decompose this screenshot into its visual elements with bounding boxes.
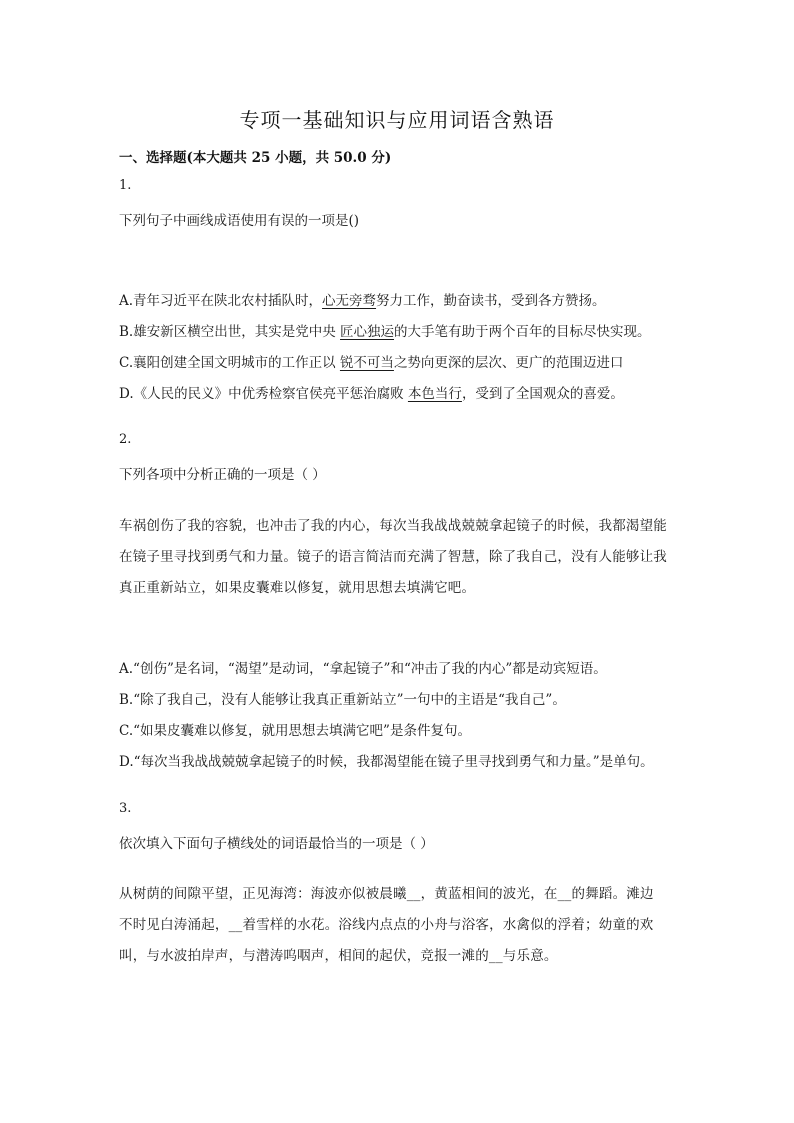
option-text: B.雄安新区横空出世，其实是党中央 (119, 324, 341, 340)
question-2-option-d: D.“每次当我战战兢兢拿起镜子的时候，我都渴望能在镜子里寻找到勇气和力量。”是单句。 (119, 754, 654, 770)
underlined-idiom: 锐不可当 (339, 355, 394, 371)
question-1-option-a (119, 289, 606, 309)
question-2-passage-line: 车祸创伤了我的容貌，也冲击了我的内心，每次当我战战兢兢拿起镜子的时候，我都渴望能 (119, 518, 667, 534)
question-1-option-b (119, 320, 651, 340)
question-1-option-d (119, 382, 624, 402)
option-text: ，受到了全国观众的喜爱。 (461, 386, 624, 402)
question-2-passage-line: 真正重新站立，如果皮囊难以修复，就用思想去填满它吧。 (119, 580, 476, 596)
option-text: 的大手笔有助于两个百年的目标尽快实现。 (394, 324, 651, 340)
question-3-number: 3. (119, 801, 132, 816)
option-text: 之势向更深的层次、更广的范围迈进口 (393, 355, 624, 371)
question-2-stem: 下列各项中分析正确的一项是（ ） (119, 467, 326, 483)
underlined-idiom: 匠心独运 (340, 324, 395, 340)
question-3-passage-line: 从树荫的间隙平望，正见海湾：海波亦似被晨曦__，黄蓝相间的波光，在__的舞蹈。滩边 (119, 886, 654, 902)
question-2-number: 2. (119, 432, 132, 447)
option-text: D.《人民的民义》中优秀检察官侯亮平惩治腐败 (119, 386, 408, 402)
question-2-option-a: A.“创伤”是名词，“渴望”是动词，“拿起镜子”和“冲击了我的内心”都是动宾短语。 (119, 661, 607, 677)
question-3-passage-line: 不时见白涛涌起，__着雪样的水花。浴线内点点的小舟与浴客，水禽似的浮着；幼童的欢 (119, 917, 654, 933)
underlined-idiom: 本色当行 (407, 386, 462, 402)
question-2-option-c: C.“如果皮囊难以修复，就用思想去填满它吧”是条件复句。 (119, 723, 471, 739)
question-3-passage-line: 叫，与水波拍岸声，与潜涛呜咽声，相间的起伏，竞报一滩的__与乐意。 (119, 948, 558, 964)
option-text: C.襄阳创建全国文明城市的工作正以 (119, 355, 340, 371)
question-3-stem: 依次填入下面句子横线处的词语最恰当的一项是（ ） (119, 836, 434, 852)
question-2-option-b: B.“除了我自己，没有人能够让我真正重新站立”一句中的主语是“我自己”。 (119, 692, 566, 708)
question-1-number: 1. (119, 178, 132, 193)
underlined-idiom: 心无旁骛 (322, 293, 377, 309)
option-text: 努力工作，勤奋读书，受到各方赞扬。 (376, 293, 606, 309)
document-title: 专项一基础知识与应用词语含熟语 (239, 108, 555, 132)
question-1-option-c (119, 351, 623, 371)
option-text: A.青年习近平在陕北农村插队时， (119, 293, 323, 309)
question-1-stem: 下列句子中画线成语使用有误的一项是() (119, 213, 360, 229)
section-heading: 一、选择题(本大题共 25 小题，共 50.0 分) (119, 150, 392, 166)
question-2-passage-line: 在镜子里寻找到勇气和力量。镜子的语言简洁而充满了智慧，除了我自己，没有人能够让我 (119, 549, 667, 565)
